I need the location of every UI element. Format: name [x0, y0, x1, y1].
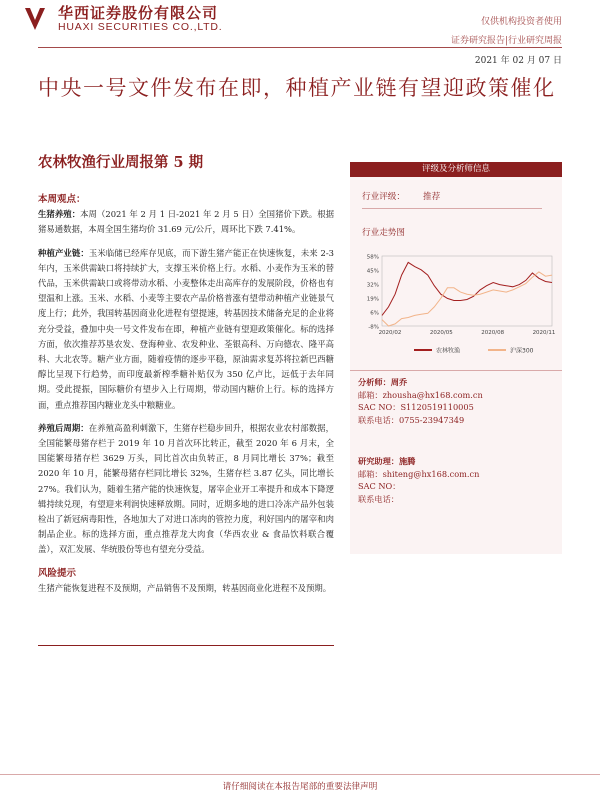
- header-divider: [38, 47, 562, 48]
- section-title-views: 本周观点：: [38, 194, 86, 205]
- legend-label: 沪深300: [510, 347, 534, 355]
- analyst-phone: 0755-23947349: [398, 414, 465, 425]
- trend-chart-title: 行业走势图: [362, 228, 405, 238]
- panel-header: 评级及分析师信息: [350, 162, 562, 177]
- logo-company-name-en: HUAXI SECURITIES CO.,LTD.: [58, 21, 223, 33]
- x-tick-label: 2020/08: [481, 330, 505, 336]
- paragraph-text: 在养殖高盈利刺激下，生猪存栏稳步回升，根据农业农村部数据，全国能繁母猪存栏于 2019 年 10 月首次环比转正，截至 2020 年 6 月末，全国能繁母猪存栏 3629 万头，同比首次由负转正，8 月同比增长 37%；截至 2020 年 10 月，能繁母猪存栏同比增长 32%，生猪存栏 3.87 亿头，同比增长 27%。我们认为，随着生猪产能的快速恢复，屠宰企业开工率提升和成本下降逻辑持续兑现，有望迎来利润快速释放期。同时，近期多地的进口冷冻产品外包装检出了新冠病毒阳性，各地加大了对进口冻肉的管控力度，利好国内的屠宰和肉制品企业。标的选择方面，重点推荐龙大肉食（华西农业 & 食品饮料联合覆盖），双汇发展、华统股份等也有望充分受益。: [38, 422, 335, 555]
- y-tick-label: 45%: [366, 268, 379, 275]
- header-report-type: 证券研究报告|行业研究周报: [450, 36, 562, 46]
- paragraph-planting-chain: [38, 246, 334, 413]
- assistant-phone-row: 联系电话：: [358, 493, 399, 504]
- paragraph-post-cycle: [38, 421, 334, 558]
- paragraph-text: 玉米临储已经库存见底，而下游生猪产能正在快速恢复，未来 2-3 年内，玉米供需缺口将持续扩大，支撑玉米价格上行。水稻、小麦作为玉米的替代品，玉米供需缺口或将带动水稻、小麦整体走出高库存的发展阶段，价格也有望温和上涨。玉米、水稻、小麦等主要农产品价格普涨有望带动种植产业链景气度上行；此外，我国转基因商业化进程有望提速，转基因技术储备充足的企业将充分受益，叠加中央一号文件发布在即，种植产业链有望迎政策催化。标的选择方面，依次推荐苏垦农发、登海种业、农发种业、荃银高科、万向德农、隆平高科、大北农等。糖产业方面，随着疫情的逐步平稳，原油需求复苏将拉新巴西糖醇比呈现下行趋势，而印度最新榨季糖补贴仅为 350 亿卢比，远低于去年同期。受此提振，国际糖价有望步入上行周期，带动国内糖价上行。标的选择方面，重点推荐国内糖业龙头中粮糖业。: [38, 247, 335, 410]
- paragraph-text: 本周（2021 年 2 月 1 日-2021 年 2 月 5 日）全国猪价下跌。根据猪易通数据，本周全国生猪均价 31.69 元/公斤，周环比下跌 7.41%。: [38, 209, 334, 235]
- y-tick-label: 32%: [366, 282, 379, 289]
- assistant-name: 研究助理：施腾: [358, 456, 416, 466]
- report-title: 中央一号文件发布在即，种植产业链有望迎政策催化: [38, 76, 556, 100]
- assistant-sac-row: SAC NO：: [358, 481, 401, 491]
- assistant-block: [358, 455, 479, 505]
- paragraph-lead: 生猪养殖：: [38, 209, 81, 220]
- analyst-sac: S1120519110005: [400, 402, 474, 412]
- series-line-agriculture: [382, 262, 552, 315]
- paragraph-hog-farming: [38, 207, 334, 237]
- y-tick-label: -8%: [368, 324, 379, 331]
- assistant-email-row: 邮箱：shiteng@hx168.com.cn: [358, 468, 480, 479]
- y-tick-label: 19%: [366, 296, 379, 303]
- analyst-email[interactable]: zhousha@hx168.com.cn: [382, 389, 483, 400]
- paragraph-risk: 生猪产能恢复进程不及预期，产品销售不及预期，转基因商业化进程不及预期。: [38, 582, 332, 593]
- main-content: [38, 192, 334, 604]
- panel-divider: [350, 370, 562, 371]
- analyst-phone-row: 联系电话：0755-23947349: [358, 414, 465, 425]
- legend-label: 农林牧渔: [436, 347, 461, 355]
- chart-plot-area: [382, 256, 552, 326]
- company-logo-icon: [22, 4, 48, 34]
- paragraph-lead: 种植产业链：: [38, 247, 89, 258]
- logo-company-name-cn: 华西证券股份有限公司: [58, 4, 219, 22]
- header-audience-note: 仅供机构投资者使用: [480, 17, 562, 27]
- footer-divider: [0, 774, 600, 775]
- analyst-name: 分析师：周乔: [358, 377, 408, 387]
- analyst-block: [358, 376, 483, 426]
- y-tick-label: 58%: [366, 254, 379, 261]
- industry-rating: [362, 190, 440, 202]
- rating-value: 推荐: [422, 192, 441, 202]
- analyst-email-row: 邮箱：zhousha@hx168.com.cn: [358, 389, 483, 400]
- x-tick-label: 2020/02: [378, 330, 402, 336]
- section-title-risk: 风险提示: [38, 567, 77, 579]
- risk-divider: [38, 645, 334, 646]
- y-tick-label: 6%: [370, 310, 379, 317]
- industry-trend-chart: [352, 248, 562, 366]
- report-subtitle: 农林牧渔行业周报第 5 期: [38, 154, 204, 171]
- rating-label: 行业评级：: [362, 192, 405, 202]
- legal-notice-footer: 请仔细阅读在本报告尾部的重要法律声明: [222, 782, 378, 792]
- report-date: 2021 年 02 月 07 日: [474, 56, 562, 66]
- rating-divider: [362, 208, 542, 209]
- assistant-email[interactable]: shiteng@hx168.com.cn: [382, 468, 480, 479]
- x-tick-label: 2020/05: [429, 330, 453, 336]
- analyst-sac-row: SAC NO：S1120519110005: [358, 402, 474, 412]
- paragraph-lead: 养殖后周期：: [38, 422, 89, 433]
- x-tick-label: 2020/11: [532, 330, 556, 336]
